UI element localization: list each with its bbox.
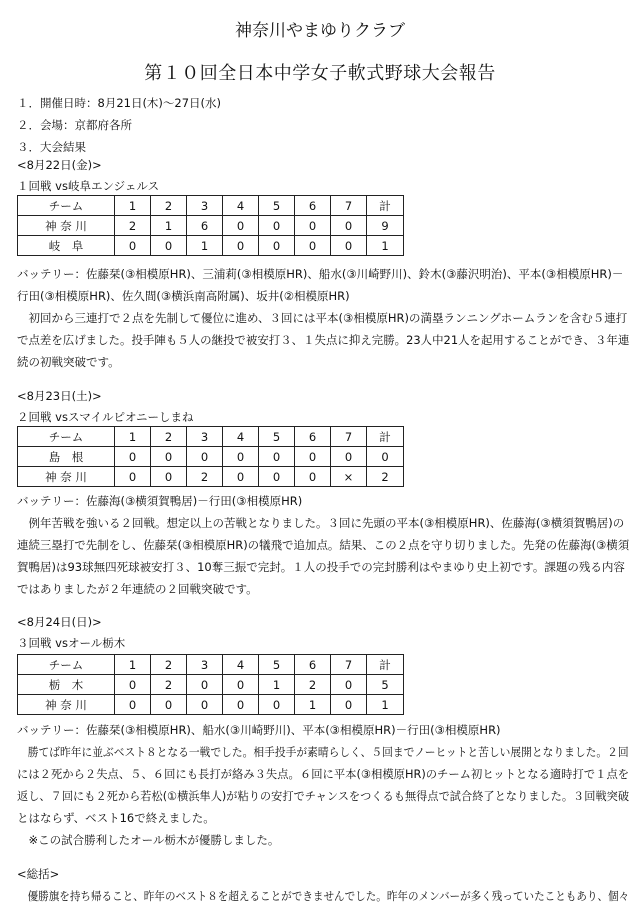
game3-date: <8月24日(日)> [17, 615, 102, 629]
game1-scoreboard [17, 195, 404, 256]
game3-text-line: 勝てば昨年に並ぶベスト８となる一戦でした。相手投手が素晴らしく、５回までノーヒットと苦しい展開となりました。２回 [17, 745, 629, 759]
game1-text-line: で点差を広げました。投手陣も５人の継投で被安打３、１失点に抑え完勝。23人中21人を起用することができ、３年連 [17, 333, 630, 347]
scoreboard-header-row: チーム 1 2 3 4 5 6 7 計 [18, 655, 404, 675]
club-name: 神奈川やまゆりクラブ [235, 21, 405, 41]
summary-heading: <総括> [17, 867, 60, 881]
game2-text-line: 例年苦戦を強いる２回戦。想定以上の苦戦となりました。３回に先頭の平本(③相模原HR)、佐藤海(③横須賀鴨居)の [17, 516, 625, 530]
game3-text-line: とはならず、ベスト16で終えました。 [17, 811, 215, 825]
scoreboard-row: 神 奈 川 0 0 0 0 0 1 0 1 [18, 695, 404, 715]
game1-battery-line: 行田(③相模原HR)、佐久間(③横浜南高附属)、坂井(②相模原HR) [17, 289, 350, 303]
item-results: ３．大会結果 [17, 140, 86, 154]
scoreboard-header-row: チーム 1 2 3 4 5 6 7 計 [18, 196, 404, 216]
game3-round: ３回戦 vsオール栃木 [17, 636, 126, 650]
game2-round: ２回戦 vsスマイルピオニーしまね [17, 410, 194, 424]
scoreboard-row: 栃 木 0 2 0 0 1 2 0 5 [18, 675, 404, 695]
summary-text: 優勝旗を持ち帰ること、昨年のベスト８を超えることができませんでした。昨年のメンバーが多く残っていたこともあり、個々 [17, 889, 630, 903]
report-title: 第１０回全日本中学女子軟式野球大会報告 [144, 63, 496, 84]
scoreboard-row: 神 奈 川 2 1 6 0 0 0 0 9 [18, 216, 404, 236]
game2-text-line: 連続三塁打で先制をし、佐藤栞(③相模原HR)の犠飛で追加点。結果、この２点を守り切りました。先発の佐藤海(③横須 [17, 538, 630, 552]
game2-text-line: 賀鴨居)は93球無四死球被安打３、10奪三振で完封。１人の投手での完封勝利はやまゆり史上初です。課題の残る内容 [17, 560, 625, 574]
game2-scoreboard [17, 426, 404, 487]
game1-text-line: 初回から三連打で２点を先制して優位に進め、３回には平本(③相模原HR)の満塁ランニングホームランを含む５連打 [17, 311, 628, 325]
game3-battery-line: バッテリー：佐藤栞(③相模原HR)、船水(③川崎野川)、平本(③相模原HR)－行田(③相模原HR) [17, 723, 501, 737]
scoreboard-row: 神 奈 川 0 0 2 0 0 0 × 2 [18, 467, 404, 487]
game1-text-line: 続の初戦突破です。 [17, 355, 120, 369]
game3-text-line: には２死から２失点、５、６回にも長打が絡み３失点。６回に平本(③相模原HR)のチーム初ヒットとなる適時打で１点を [17, 767, 630, 781]
game2-date: <8月23日(土)> [17, 389, 102, 403]
scoreboard-row: 岐 阜 0 0 1 0 0 0 0 1 [18, 236, 404, 256]
game1-date: <8月22日(金)> [17, 158, 102, 172]
scoreboard-row: 島 根 0 0 0 0 0 0 0 0 [18, 447, 404, 467]
game3-text-line: 返し、７回にも２死から若松(①横浜隼人)が粘りの安打でチャンスをつくるも無得点で試合終了となりました。３回戦突破 [17, 789, 630, 803]
item-dates: １．開催日時：8月21日(木)～27日(水) [17, 96, 222, 110]
item-venue: ２．会場：京都府各所 [17, 118, 132, 132]
game1-battery-line: バッテリー：佐藤栞(③相模原HR)、三浦莉(③相模原HR)、船水(③川崎野川)、鈴木(③藤沢明治)、平本(③相模原HR)－ [17, 267, 624, 281]
scoreboard-header-row: チーム 1 2 3 4 5 6 7 計 [18, 427, 404, 447]
game3-text-line: ※この試合勝利したオール栃木が優勝しました。 [17, 833, 280, 847]
game3-scoreboard [17, 654, 404, 715]
game2-text-line: ではありましたが２年連続の２回戦突破です。 [17, 582, 258, 596]
game1-round: １回戦 vs岐阜エンジェルス [17, 179, 160, 193]
game2-battery-line: バッテリー：佐藤海(③横須賀鴨居)－行田(③相模原HR) [17, 494, 303, 508]
